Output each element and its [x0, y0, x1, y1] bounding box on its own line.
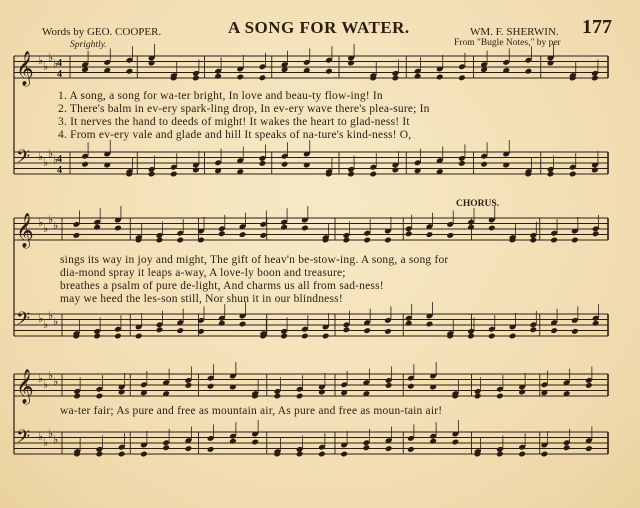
system2-line-4: may we heed the les-son still, Nor shun it in our blindness! [60, 293, 343, 305]
verse-line-3: 3. It nerves the hand to deeds of might! It wakes the heart to glad-ness! It [58, 116, 410, 128]
note-head [322, 333, 330, 340]
note-head [280, 224, 288, 231]
note-head [347, 60, 355, 67]
note-head [176, 237, 184, 244]
verse-line-2: 2. There's balm in ev-ery spark-ling drop, In ev-ery wave there's plea-sure; In [58, 103, 430, 115]
note-head [426, 231, 434, 238]
flat-icon: ♭ [38, 151, 44, 163]
note-head [281, 161, 289, 168]
verse-line-4: 4. From ev-ery vale and glade and hill It speaks of na-ture's kind-ness! O, [58, 129, 412, 141]
note-head [496, 393, 504, 400]
bass-staff-1 [14, 147, 608, 174]
note-head [93, 333, 101, 340]
note-head [585, 445, 593, 452]
note-head [529, 326, 537, 333]
bass-clef-icon: 𝄢 [16, 427, 31, 452]
note-head [458, 74, 466, 81]
treble-staff-3 [14, 369, 608, 405]
note-head [156, 326, 164, 333]
time-sig-top: 4 [57, 154, 62, 165]
note-head [426, 321, 434, 328]
note-head [525, 68, 533, 75]
note-head [301, 333, 309, 340]
note-head [218, 230, 226, 237]
note-head [148, 171, 156, 178]
flat-icon: ♭ [43, 379, 49, 391]
note-head [405, 320, 413, 327]
note-head [384, 237, 392, 244]
time-sig-bottom: 4 [57, 69, 62, 80]
note-head [385, 445, 393, 452]
flat-icon: ♭ [48, 370, 54, 382]
time-sig-top: 4 [57, 58, 62, 69]
flat-icon: ♭ [53, 58, 59, 70]
note-head [571, 328, 579, 335]
note-head [385, 382, 393, 389]
note-head [452, 439, 460, 446]
note-head [585, 382, 593, 389]
note-head [369, 171, 377, 178]
treble-staff-2 [14, 213, 608, 249]
note-head [340, 451, 348, 458]
source-credit: From "Bugle Notes," by per [454, 38, 561, 48]
flat-icon: ♭ [38, 313, 44, 325]
note-head [446, 232, 454, 239]
song-title: A SONG FOR WATER. [228, 18, 410, 37]
treble-staff-1 [14, 51, 608, 87]
bass-clef-icon: 𝄢 [16, 309, 31, 334]
note-head [384, 328, 392, 335]
note-head [207, 446, 215, 453]
composer-credit: WM. F. SHERWIN. [470, 26, 559, 38]
note-head [207, 383, 215, 390]
words-credit: Words by GEO. COOPER. [42, 26, 162, 38]
note-head [518, 389, 526, 396]
note-head [192, 75, 200, 82]
note-head [301, 225, 309, 232]
note-head [251, 439, 259, 446]
note-head [392, 167, 400, 174]
note-head [280, 333, 288, 340]
note-head [259, 232, 267, 239]
note-head [185, 382, 193, 389]
flat-icon: ♭ [48, 310, 54, 322]
note-head [407, 446, 415, 453]
note-head [296, 393, 304, 400]
note-head [592, 320, 600, 327]
note-head [343, 237, 351, 244]
flat-icon: ♭ [38, 55, 44, 67]
flat-icon: ♭ [48, 52, 54, 64]
note-head [236, 74, 244, 81]
note-head [467, 333, 475, 340]
note-head [474, 393, 482, 400]
note-head [343, 326, 351, 333]
flat-icon: ♭ [53, 220, 59, 232]
note-head [73, 232, 81, 239]
flat-icon: ♭ [38, 217, 44, 229]
note-head [114, 225, 122, 232]
note-head [429, 438, 437, 445]
note-head [591, 75, 599, 82]
note-head [547, 171, 555, 178]
note-head [259, 160, 267, 167]
note-head [363, 327, 371, 334]
note-head [218, 320, 226, 327]
note-head [118, 451, 126, 458]
system3-line-1: wa-ter fair; As pure and free as mountain air, As pure and free as moun-tain air! [60, 405, 443, 417]
note-head [392, 75, 400, 82]
flat-icon: ♭ [43, 157, 49, 169]
page-number: 177 [582, 16, 612, 38]
note-head [192, 167, 200, 174]
note-head [318, 451, 326, 458]
note-head [591, 167, 599, 174]
note-head [480, 161, 488, 168]
bass-staff-3 [14, 427, 608, 454]
note-head [518, 451, 526, 458]
note-head [347, 171, 355, 178]
note-head [407, 383, 415, 390]
note-head [126, 68, 134, 75]
note-head [363, 237, 371, 244]
flat-icon: ♭ [48, 428, 54, 440]
note-head [229, 438, 237, 445]
flat-icon: ♭ [38, 431, 44, 443]
flat-icon: ♭ [48, 214, 54, 226]
treble-clef-icon: 𝄞 [16, 369, 34, 404]
note-head [467, 224, 475, 231]
note-head [259, 74, 267, 81]
note-head [296, 451, 304, 458]
bass-clef-icon: 𝄢 [16, 147, 31, 172]
flat-icon: ♭ [53, 316, 59, 328]
flat-icon: ♭ [38, 373, 44, 385]
note-head [414, 73, 422, 80]
note-head [405, 230, 413, 237]
note-head [509, 333, 517, 340]
note-head [118, 389, 126, 396]
note-head [239, 321, 247, 328]
note-head [541, 451, 549, 458]
note-head [569, 171, 577, 178]
note-head [488, 225, 496, 232]
note-head [550, 327, 558, 334]
note-head [529, 237, 537, 244]
note-head [488, 333, 496, 340]
note-head [214, 73, 222, 80]
note-head [239, 231, 247, 238]
note-head [550, 237, 558, 244]
flat-icon: ♭ [53, 376, 59, 388]
note-head [96, 393, 104, 400]
note-head [96, 451, 104, 458]
note-head [135, 333, 143, 340]
time-sig-bottom: 4 [57, 165, 62, 176]
flat-icon: ♭ [43, 223, 49, 235]
note-head [547, 60, 555, 67]
note-head [274, 393, 282, 400]
treble-clef-icon: 𝄞 [16, 51, 34, 86]
note-head [592, 230, 600, 237]
note-head [318, 389, 326, 396]
treble-clef-icon: 𝄞 [16, 213, 34, 248]
flat-icon: ♭ [43, 437, 49, 449]
tempo-marking: Sprightly. [70, 40, 107, 50]
system2-line-2: dia-mond spray it leaps a-way, A love-ly boon and treasure; [60, 267, 346, 279]
flat-icon: ♭ [53, 434, 59, 446]
note-head [114, 333, 122, 340]
flat-icon: ♭ [43, 319, 49, 331]
verse-line-1: 1. A song, a song for wa-ter bright, In love and beau-ty flow-ing! In [58, 90, 383, 102]
note-head [176, 327, 184, 334]
note-head [363, 444, 371, 451]
note-head [73, 393, 81, 400]
note-head [571, 237, 579, 244]
note-head [140, 451, 148, 458]
flat-icon: ♭ [43, 61, 49, 73]
note-head [170, 171, 178, 178]
note-head [436, 74, 444, 81]
flat-icon: ♭ [53, 154, 59, 166]
system2-line-3: breathes a psalm of pure de-light, And charms us all from sad-ness! [60, 280, 384, 292]
note-head [458, 160, 466, 167]
chorus-label: CHORUS. [456, 199, 500, 209]
note-head [185, 445, 193, 452]
note-head [93, 224, 101, 231]
bass-staff-2 [14, 309, 608, 336]
system2-line-1: sings its way in joy and might, The gift of heav'n be-stow-ing. A song, a song for [60, 254, 449, 266]
note-head [156, 237, 164, 244]
note-head [162, 444, 170, 451]
note-head [496, 451, 504, 458]
note-head [563, 444, 571, 451]
note-head [81, 161, 89, 168]
note-head [148, 60, 156, 67]
flat-icon: ♭ [48, 148, 54, 160]
note-head [325, 68, 333, 75]
